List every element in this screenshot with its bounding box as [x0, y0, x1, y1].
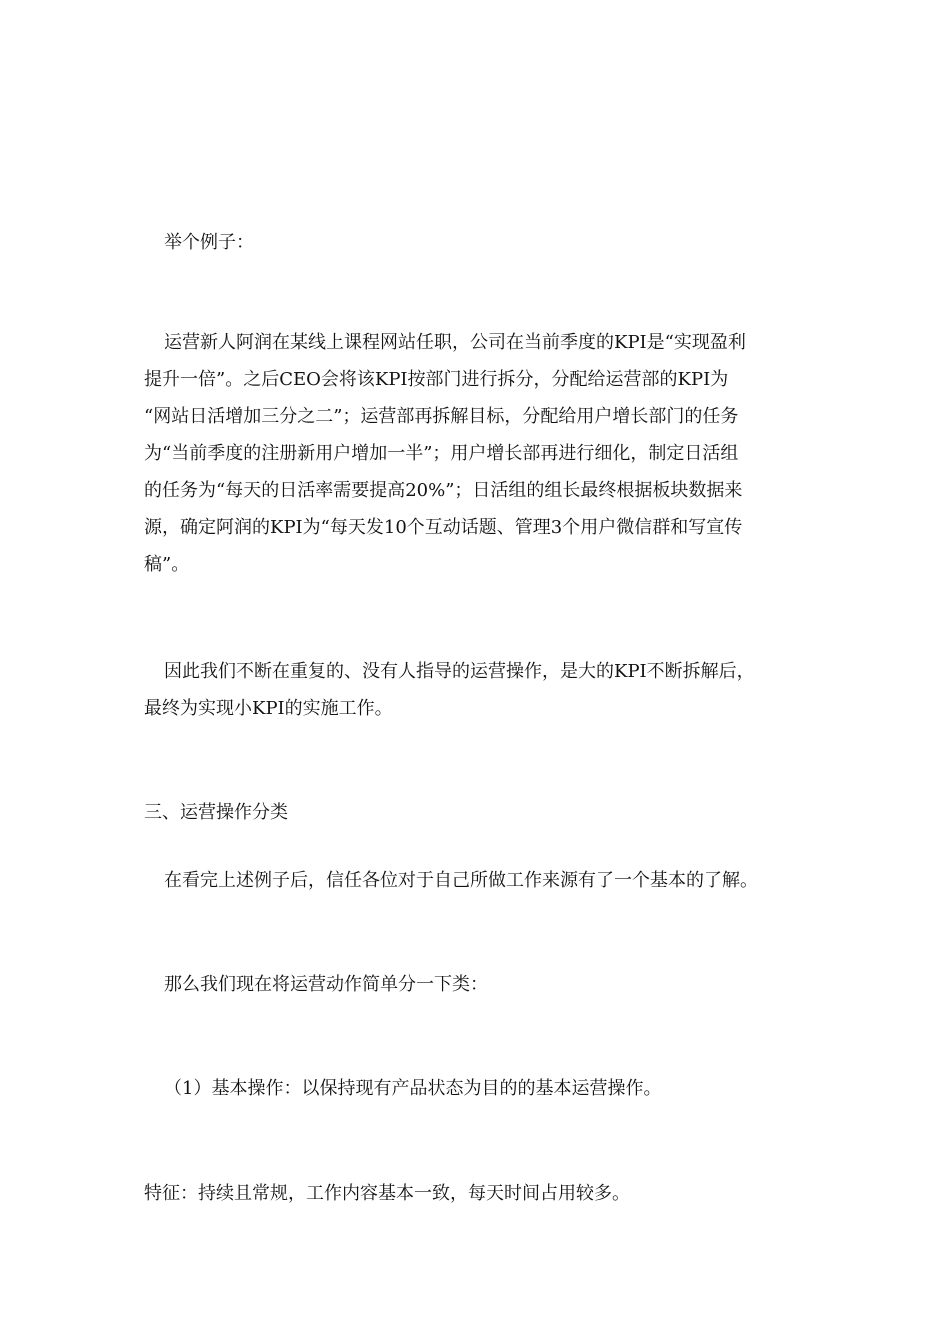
- section-heading: 三、运营操作分类: [144, 802, 288, 823]
- example-line: 为“当前季度的注册新用户增加一半”；用户增长部再进行细化，制定日活组: [144, 443, 739, 464]
- example-line: “网站日活增加三分之二”；运营部再拆解目标，分配给用户增长部门的任务: [144, 406, 739, 427]
- example-line: 运营新人阿润在某线上课程网站任职，公司在当前季度的KPI是“实现盈利: [164, 332, 746, 353]
- item-1: （1）基本操作：以保持现有产品状态为目的的基本运营操作。: [164, 1078, 662, 1099]
- example-intro: 举个例子：: [164, 232, 254, 253]
- section-intro: 在看完上述例子后，信任各位对于自己所做工作来源有了一个基本的了解。: [164, 870, 758, 891]
- conclusion-line: 因此我们不断在重复的、没有人指导的运营操作，是大的KPI不断拆解后，: [164, 661, 755, 682]
- conclusion-line: 最终为实现小KPI的实施工作。: [144, 698, 393, 719]
- example-paragraph: [144, 324, 804, 583]
- example-line: 源，确定阿润的KPI为“每天发10个互动话题、管理3个用户微信群和写宣传: [144, 517, 743, 538]
- item-1-features: 特征：持续且常规，工作内容基本一致，每天时间占用较多。: [144, 1183, 630, 1204]
- example-line: 稿”。: [144, 554, 190, 575]
- conclusion-paragraph: [144, 653, 804, 727]
- example-line: 提升一倍”。之后CEO会将该KPI按部门进行拆分，分配给运营部的KPI为: [144, 369, 729, 390]
- classify-intro: 那么我们现在将运营动作简单分一下类：: [164, 974, 488, 995]
- example-line: 的任务为“每天的日活率需要提高20%”；日活组的组长最终根据板块数据来: [144, 480, 743, 501]
